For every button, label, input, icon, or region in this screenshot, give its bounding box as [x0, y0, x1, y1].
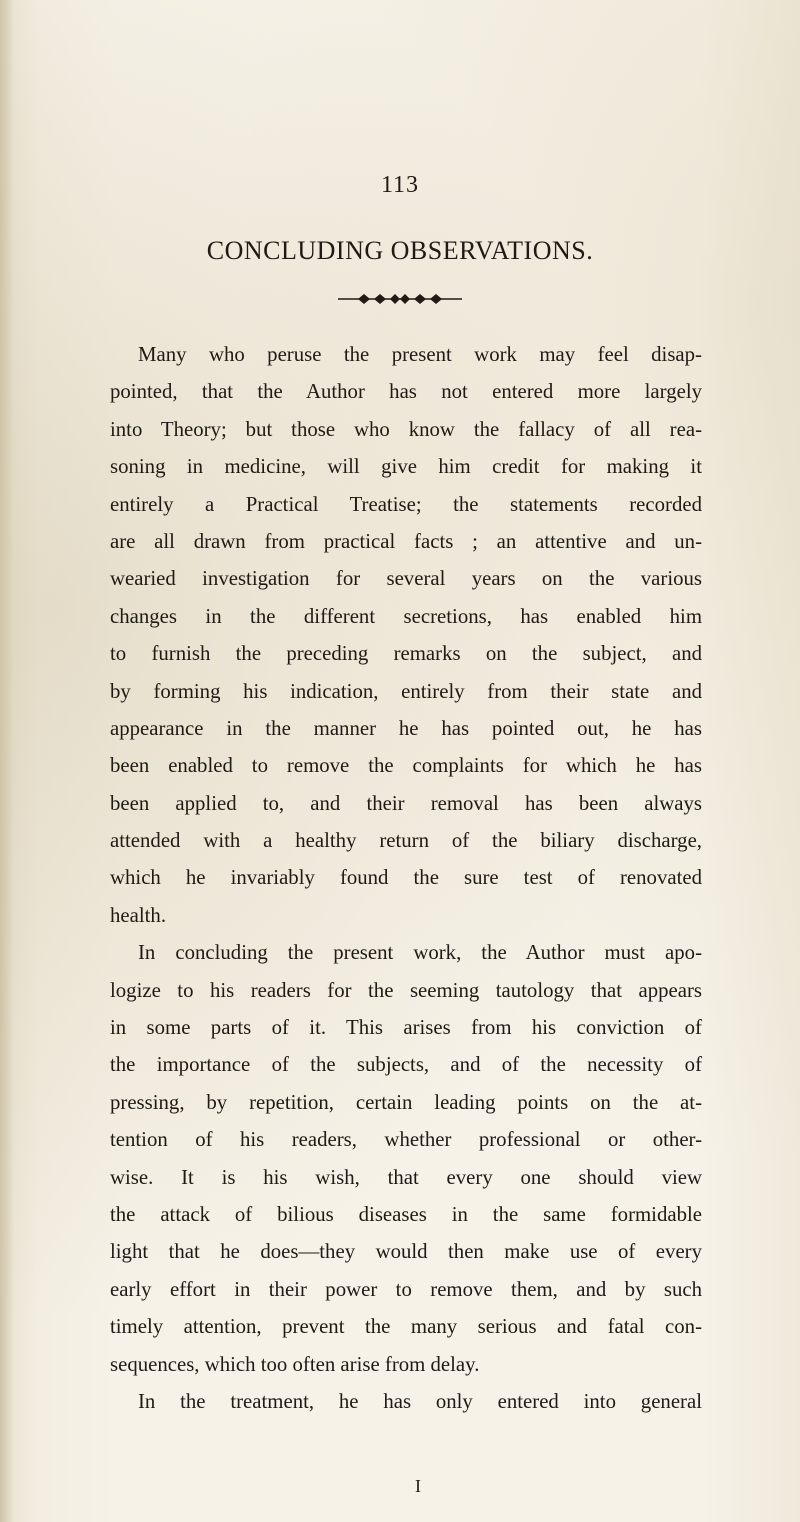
text-line: soning in medicine, will give him credit for making it [110, 455, 702, 479]
paragraph [110, 336, 702, 934]
paragraph [110, 934, 702, 1383]
text-line: light that he does—they would then make use of every [110, 1240, 702, 1264]
text-line: health. [110, 903, 167, 927]
text-line: Many who peruse the present work may feel disap- [138, 343, 702, 366]
text-line: sequences, which too often arise from delay. [110, 1352, 480, 1376]
text-line: pressing, by repetition, certain leading points on the at- [110, 1090, 702, 1114]
text-line: into Theory; but those who know the fallacy of all rea- [110, 417, 702, 441]
page-number: 113 [380, 172, 420, 198]
text-line: the attack of bilious diseases in the same formidable [110, 1202, 702, 1226]
text-line: In concluding the present work, the Author must apo- [138, 941, 702, 965]
text-line: been enabled to remove the complaints for which he has [110, 754, 702, 778]
text-line: to furnish the preceding remarks on the subject, and [110, 642, 702, 666]
text-line: timely attention, prevent the many serious and fatal con- [110, 1315, 702, 1339]
text-line: which he invariably found the sure test of renovated [110, 866, 702, 890]
text-line: in some parts of it. This arises from his conviction of [110, 1016, 702, 1040]
text-line: changes in the different secretions, has enabled him [110, 604, 702, 628]
text-line: tention of his readers, whether professional or other- [110, 1128, 702, 1152]
text-line: pointed, that the Author has not entered more largely [110, 380, 702, 404]
text-line: appearance in the manner he has pointed out, he has [110, 716, 702, 740]
text-line: the importance of the subjects, and of the necessity of [110, 1053, 702, 1077]
text-line: been applied to, and their removal has been always [110, 791, 702, 815]
text-line: by forming his indication, entirely from their state and [110, 679, 702, 703]
ornament-divider [336, 290, 464, 308]
chapter-heading: CONCLUDING OBSERVATIONS. [206, 236, 594, 265]
body-text [110, 336, 702, 1420]
paragraph [110, 1383, 702, 1420]
signature-mark: I [415, 1476, 421, 1496]
text-line: wearied investigation for several years on the various [110, 567, 702, 591]
text-line: entirely a Practical Treatise; the statements recorded [110, 492, 702, 516]
text-line: wise. It is his wish, that every one should view [110, 1165, 702, 1189]
text-line: early effort in their power to remove them, and by such [110, 1277, 702, 1301]
text-line: attended with a healthy return of the biliary discharge, [110, 829, 702, 853]
text-line: logize to his readers for the seeming tautology that appears [110, 978, 702, 1002]
text-line: In the treatment, he has only entered into general [138, 1389, 702, 1413]
page-edge-shadow [0, 0, 14, 1522]
text-line: are all drawn from practical facts ; an attentive and un- [110, 529, 702, 553]
